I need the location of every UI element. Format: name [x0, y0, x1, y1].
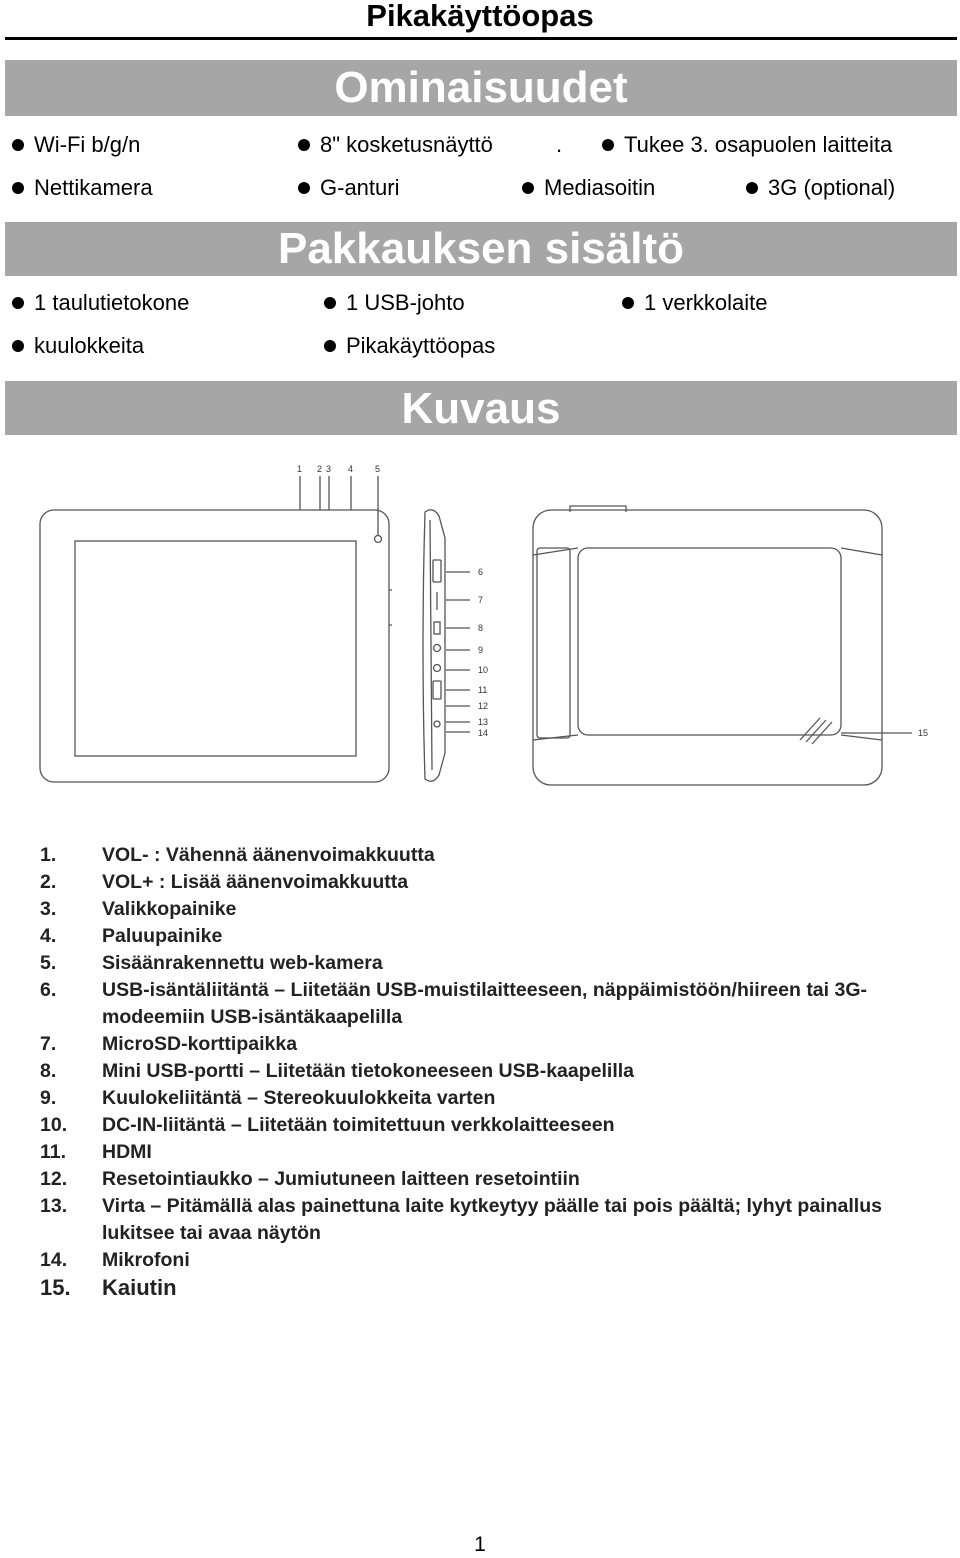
page-number: 1: [474, 1533, 486, 1556]
feature-item: Mediasoitin: [522, 175, 655, 201]
feature-item: Wi-Fi b/g/n: [12, 132, 140, 158]
callout-1: 1: [297, 464, 303, 474]
tablet-back-view: [533, 506, 912, 785]
callout-9: 9: [478, 645, 484, 655]
feature-item: G-anturi: [298, 175, 399, 201]
list-item: 12. Resetointiaukko – Jumiutuneen laitteen resetointiin: [40, 1168, 580, 1190]
list-item: 4. Paluupainike: [40, 925, 223, 947]
bullet-icon: [12, 297, 24, 309]
description-banner: [5, 381, 957, 435]
callout-13: 13: [478, 717, 489, 727]
bullet-icon: [522, 182, 534, 194]
description-heading: Kuvaus: [401, 384, 561, 433]
package-item: kuulokkeita: [12, 333, 144, 359]
package-item: Pikakäyttöopas: [324, 333, 495, 359]
document-title: Pikakäyttöopas: [366, 0, 594, 33]
list-item: 6. USB-isäntäliitäntä – Liitetään USB-muistilaitteeseen, näppäimistöön/hiireen tai 3G-modeemiin USB-isäntäkaapelilla: [40, 979, 867, 1028]
bullet-icon: [298, 139, 310, 151]
list-item: 9. Kuulokeliitäntä – Stereokuulokkeita varten: [40, 1087, 496, 1109]
callout-14: 14: [478, 728, 489, 738]
list-item: 3. Valikkopainike: [40, 898, 237, 920]
bullet-icon: [324, 297, 336, 309]
list-item: 10. DC-IN-liitäntä – Liitetään toimitettuun verkkolaitteeseen: [40, 1114, 615, 1136]
tablet-front-view: [40, 510, 392, 782]
list-item: 11. HDMI: [40, 1141, 152, 1163]
list-item: 13. Virta – Pitämällä alas painettuna laite kytkeytyy päälle tai pois päältä; lyhyt painallus lukitsee tai avaa näytön: [40, 1195, 882, 1244]
list-item: 7. MicroSD-korttipaikka: [40, 1033, 298, 1055]
list-item: 15. Kaiutin: [40, 1275, 177, 1300]
stray-period: .: [556, 132, 563, 157]
bullet-icon: [746, 182, 758, 194]
description-list: [40, 842, 940, 1301]
bullet-icon: [12, 182, 24, 194]
package-heading: Pakkauksen sisältö: [277, 224, 684, 273]
bullet-icon: [12, 340, 24, 352]
callout-11: 11: [478, 685, 488, 695]
bullet-icon: [324, 340, 336, 352]
package-item: 1 verkkolaite: [622, 290, 768, 316]
package-item: 1 USB-johto: [324, 290, 465, 316]
bullet-icon: [622, 297, 634, 309]
features-heading: Ominaisuudet: [334, 63, 628, 112]
callout-10: 10: [478, 665, 489, 675]
list-item: 14. Mikrofoni: [40, 1249, 190, 1271]
list-item: 2. VOL+ : Lisää äänenvoimakkuutta: [40, 871, 409, 893]
tablet-illustration: [0, 450, 960, 800]
list-item: 1. VOL- : Vähennä äänenvoimakkuutta: [40, 844, 435, 866]
callout-12: 12: [478, 701, 489, 711]
callout-4: 4: [348, 464, 354, 474]
feature-item: 8" kosketusnäyttö: [298, 132, 493, 158]
features-banner: [5, 60, 957, 116]
callout-15: 15: [918, 728, 929, 738]
bullet-icon: [12, 139, 24, 151]
feature-item: 3G (optional): [746, 175, 895, 201]
bullet-icon: [602, 139, 614, 151]
feature-item: Tukee 3. osapuolen laitteita: [602, 132, 892, 158]
list-item: 8. Mini USB-portti – Liitetään tietokoneeseen USB-kaapelilla: [40, 1060, 635, 1082]
list-item: 5. Sisäänrakennettu web-kamera: [40, 952, 383, 974]
feature-item: Nettikamera: [12, 175, 153, 201]
callout-3: 3: [326, 464, 332, 474]
callout-6: 6: [478, 567, 484, 577]
callout-5: 5: [375, 464, 381, 474]
title-rule: [5, 37, 957, 40]
tablet-side-view: [423, 510, 470, 782]
package-banner: [5, 222, 957, 276]
bullet-icon: [298, 182, 310, 194]
callout-8: 8: [478, 623, 484, 633]
callout-7: 7: [478, 595, 484, 605]
package-item: 1 taulutietokone: [12, 290, 189, 316]
callout-2: 2: [317, 464, 323, 474]
